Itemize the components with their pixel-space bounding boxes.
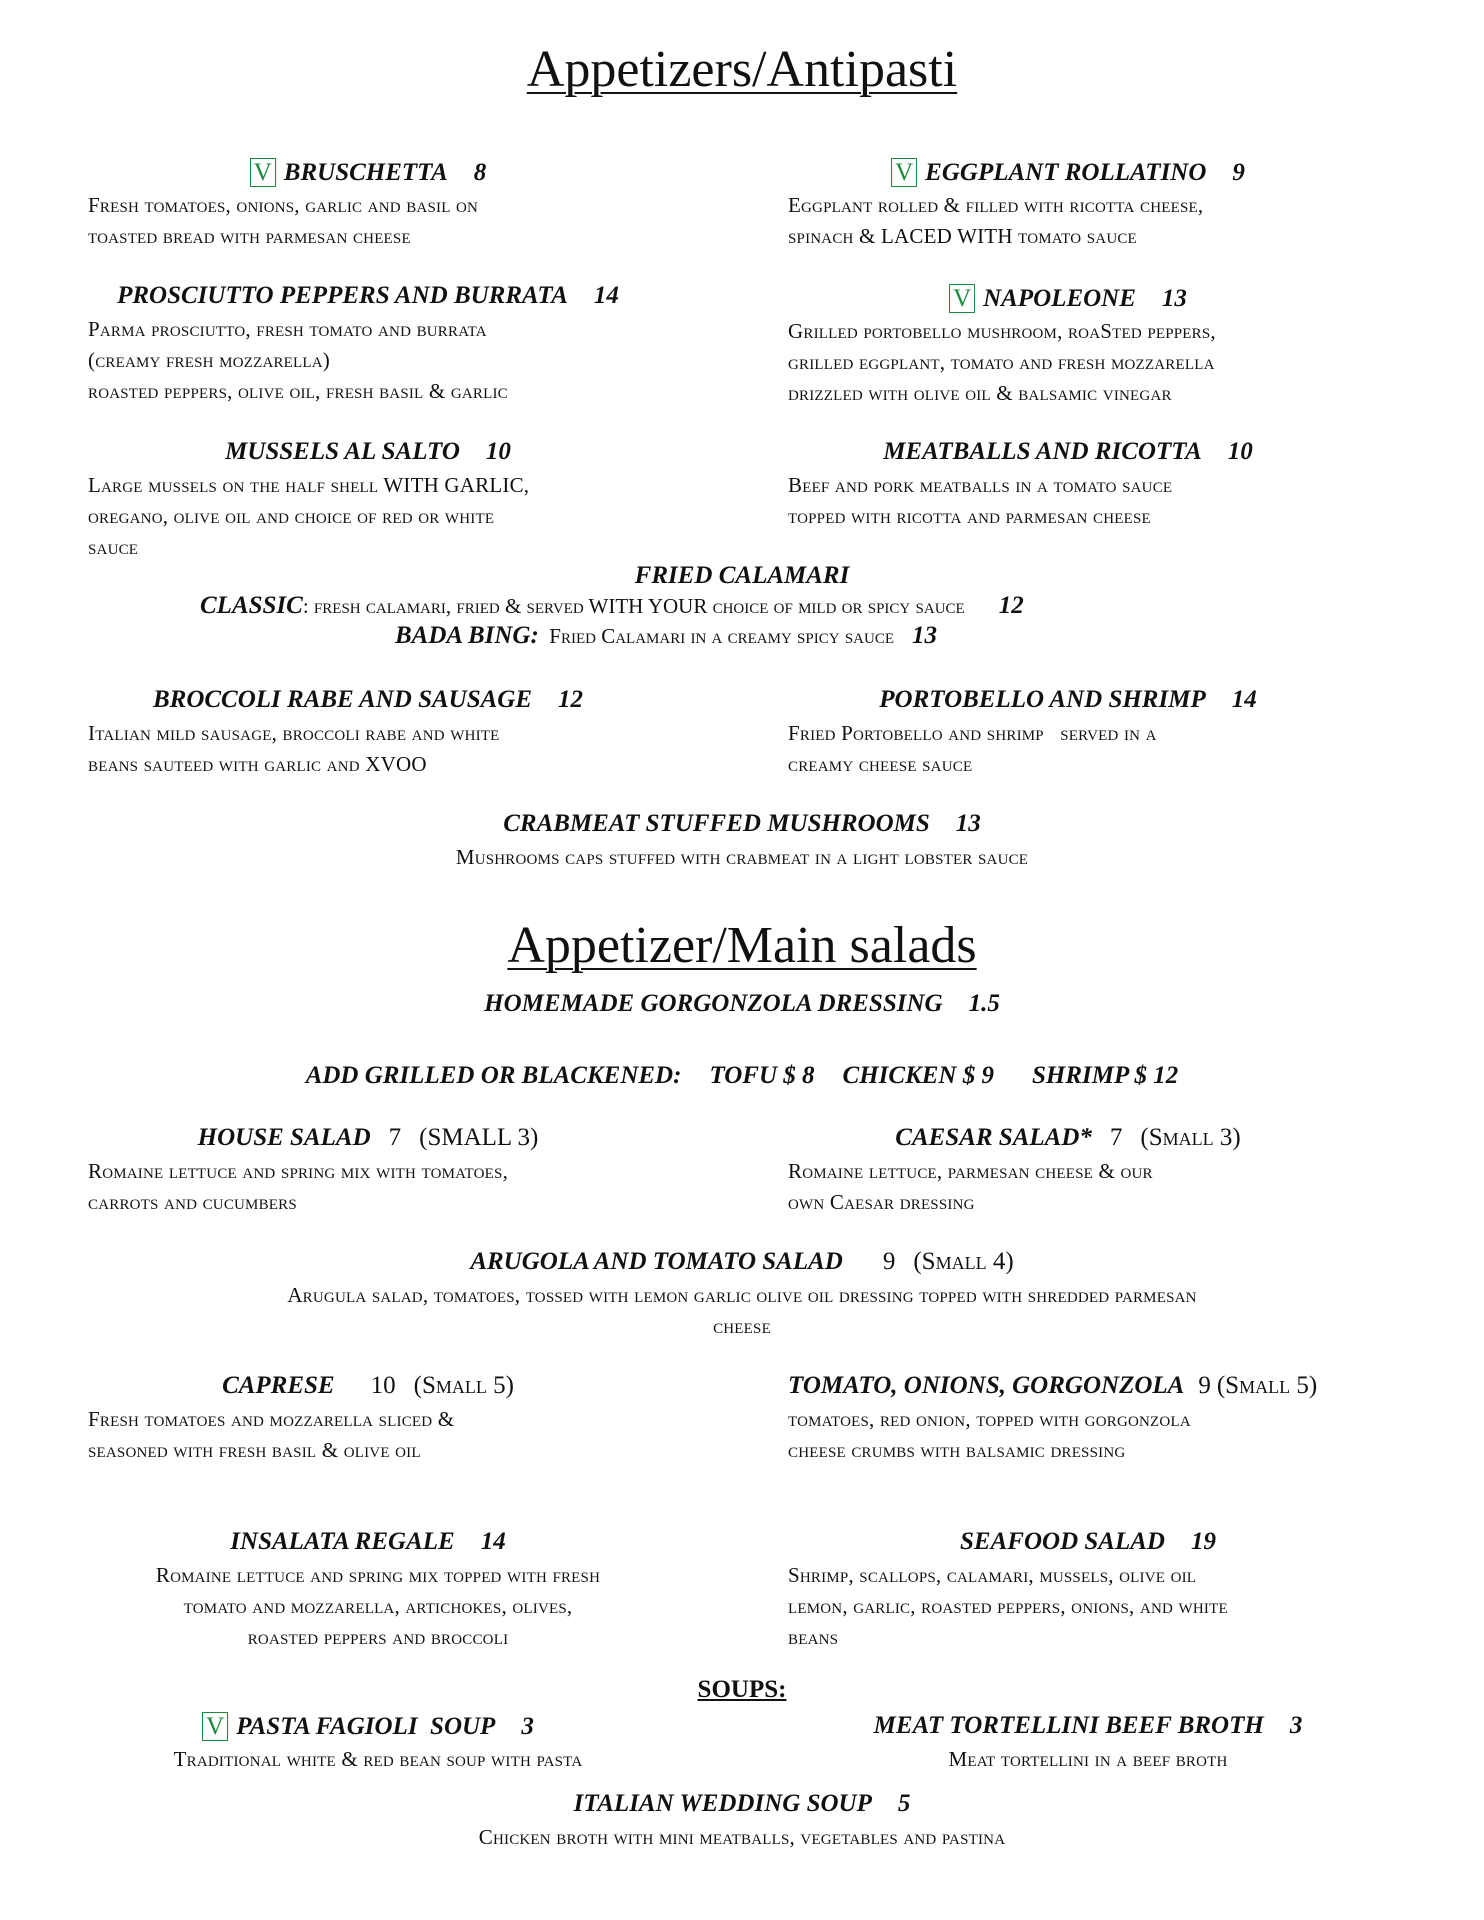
desc-line: spinach & LACED WITH tomato sauce xyxy=(788,224,1137,248)
desc-line: oregano, olive oil and choice of red or white xyxy=(88,504,495,528)
item-name: CRABMEAT STUFFED MUSHROOMS xyxy=(503,810,930,837)
menu-item-eggplant-title xyxy=(788,158,1348,187)
menu-item-insalata-title xyxy=(88,1528,648,1556)
menu-item-bruschetta-desc xyxy=(88,190,688,252)
menu-item-fagioli-title xyxy=(88,1712,648,1741)
item-name: PROSCIUTTO PEPPERS AND BURRATA xyxy=(117,282,568,309)
item-name: NAPOLEONE xyxy=(983,285,1136,312)
desc-line: Fried Portobello and shrimp served in a xyxy=(788,721,1157,745)
desc-line: drizzled with olive oil & balsamic vinegar xyxy=(788,381,1172,405)
vegetarian-icon: V xyxy=(202,1712,228,1741)
desc-line: (creamy fresh mozzarella) xyxy=(88,348,330,372)
soups-title: SOUPS: xyxy=(697,1676,787,1703)
appetizers-title: Appetizers/Antipasti xyxy=(526,41,958,98)
desc-line: Beef and pork meatballs in a tomato sauce xyxy=(788,473,1173,497)
item-price: 19 xyxy=(1190,1528,1216,1555)
menu-item-meatballs-desc xyxy=(788,470,1408,532)
desc-line: Mushrooms caps stuffed with crabmeat in a light lobster sauce xyxy=(455,845,1029,869)
menu-item-wedding-title xyxy=(0,1790,1484,1818)
vegetarian-icon: V xyxy=(250,158,276,187)
item-name: CAPRESE xyxy=(222,1372,335,1399)
menu-item-arugola-desc xyxy=(60,1280,1424,1342)
item-price: 9 xyxy=(1232,159,1245,186)
item-name: INSALATA REGALE xyxy=(230,1528,455,1555)
menu-item-tortellini-title xyxy=(788,1712,1388,1740)
item-price: 13 xyxy=(955,810,981,837)
desc-line: Arugula salad, tomatoes, tossed with lemon garlic olive oil dressing topped with shredded parmesan xyxy=(287,1283,1197,1307)
menu-item-bruschetta-title xyxy=(88,158,648,187)
calamari-classic-line xyxy=(200,592,1024,620)
desc-line: Romaine lettuce and spring mix topped with fresh xyxy=(155,1563,601,1587)
item-price: 3 xyxy=(1289,1712,1303,1739)
item-name: PASTA FAGIOLI SOUP xyxy=(236,1713,496,1740)
menu-item-eggplant-desc xyxy=(788,190,1408,252)
desc-line: Romaine lettuce and spring mix with tomatoes, xyxy=(88,1159,509,1183)
desc-line: sauce xyxy=(88,535,139,559)
menu-item-caesar-title xyxy=(788,1124,1348,1152)
vegetarian-icon: V xyxy=(891,158,917,187)
calamari-bada-label: BADA BING: xyxy=(395,622,539,649)
desc-line: Fresh tomatoes and mozzarella sliced & xyxy=(88,1407,455,1431)
desc-line: Chicken broth with mini meatballs, vegetables and pastina xyxy=(478,1825,1006,1849)
add-label: ADD GRILLED OR BLACKENED: xyxy=(305,1062,682,1089)
dressing-price: 1.5 xyxy=(968,990,1000,1017)
menu-item-seafood-desc xyxy=(788,1560,1428,1653)
item-name: HOUSE SALAD xyxy=(197,1124,371,1151)
desc-line: topped with ricotta and parmesan cheese xyxy=(788,504,1151,528)
item-small: (SMALL 3) xyxy=(419,1124,539,1151)
menu-item-crabmeat-title xyxy=(0,810,1484,838)
menu-item-crabmeat-desc xyxy=(0,842,1484,873)
menu-item-tomato-onions-desc xyxy=(788,1404,1408,1466)
item-name: CAESAR SALAD* xyxy=(895,1124,1092,1151)
menu-item-calamari-title: FRIED CALAMARI xyxy=(634,562,850,589)
desc-line: beans sauteed with garlic and XVOO xyxy=(88,752,427,776)
item-price: 10 xyxy=(370,1372,396,1399)
menu-item-broccoli-desc xyxy=(88,718,688,780)
calamari-classic-price: 12 xyxy=(998,592,1024,619)
menu-item-napoleone-desc xyxy=(788,316,1428,409)
item-price: 13 xyxy=(1161,285,1187,312)
desc-line: own Caesar dressing xyxy=(788,1190,975,1214)
salads-title: Appetizer/Main salads xyxy=(507,917,977,974)
item-price: 9 xyxy=(1198,1372,1211,1399)
menu-item-mussels-title xyxy=(88,438,648,466)
item-name: ITALIAN WEDDING SOUP xyxy=(573,1790,872,1817)
add-chicken: CHICKEN $ 9 xyxy=(842,1062,994,1089)
item-small: (Small 5) xyxy=(413,1372,514,1399)
menu-item-prosciutto-title xyxy=(88,282,648,310)
menu-item-tortellini-desc xyxy=(788,1744,1388,1775)
menu-item-house-desc xyxy=(88,1156,688,1218)
menu-item-mussels-desc xyxy=(88,470,688,563)
item-name: TOMATO, ONIONS, GORGONZOLA xyxy=(788,1372,1185,1399)
desc-line: tomatoes, red onion, topped with gorgonzola xyxy=(788,1407,1191,1431)
menu-item-house-title xyxy=(88,1124,648,1152)
item-name: SEAFOOD SALAD xyxy=(960,1528,1165,1555)
desc-line: Romaine lettuce, parmesan cheese & our xyxy=(788,1159,1153,1183)
desc-line: Traditional white & red bean soup with pasta xyxy=(173,1747,583,1771)
desc-line: roasted peppers and broccoli xyxy=(247,1625,509,1649)
dressing-line xyxy=(0,990,1484,1018)
desc-line: Italian mild sausage, broccoli rabe and white xyxy=(88,721,500,745)
desc-line: Parma prosciutto, fresh tomato and burrata xyxy=(88,317,487,341)
desc-line: grilled eggplant, tomato and fresh mozzarella xyxy=(788,350,1215,374)
item-name: MUSSELS AL SALTO xyxy=(225,438,460,465)
item-price: 5 xyxy=(897,1790,911,1817)
add-tofu: TOFU $ 8 xyxy=(709,1062,815,1089)
menu-item-meatballs-title xyxy=(788,438,1348,466)
calamari-bada-price: 13 xyxy=(912,622,938,649)
menu-item-portobello-desc xyxy=(788,718,1408,780)
desc-line: roasted peppers, olive oil, fresh basil & garlic xyxy=(88,379,508,403)
item-name: MEAT TORTELLINI BEEF BROTH xyxy=(873,1712,1264,1739)
item-price: 10 xyxy=(1227,438,1253,465)
calamari-bada-line xyxy=(395,622,937,650)
item-price: 8 xyxy=(473,159,487,186)
menu-item-caprese-desc xyxy=(88,1404,688,1466)
desc-line: Large mussels on the half shell WITH GARLIC, xyxy=(88,473,530,497)
desc-line: cheese crumbs with balsamic dressing xyxy=(788,1438,1126,1462)
calamari-bada-text: Fried Calamari in a creamy spicy sauce xyxy=(549,624,895,648)
item-small: (Small 5) xyxy=(1216,1372,1318,1399)
item-price: 14 xyxy=(480,1528,506,1555)
calamari-classic-text: : fresh calamari, fried & served WITH YOUR choice of mild or spicy sauce xyxy=(302,594,965,618)
add-shrimp: SHRIMP $ 12 xyxy=(1031,1062,1179,1089)
item-small: (Small 4) xyxy=(913,1248,1014,1275)
item-price: 7 xyxy=(388,1124,402,1151)
item-name: BROCCOLI RABE AND SAUSAGE xyxy=(152,686,533,713)
desc-line: creamy cheese sauce xyxy=(788,752,973,776)
vegetarian-icon: V xyxy=(949,284,975,313)
desc-line: beans xyxy=(788,1625,839,1649)
dressing-name: HOMEMADE GORGONZOLA DRESSING xyxy=(484,990,943,1017)
item-name: EGGPLANT ROLLATINO xyxy=(925,159,1207,186)
menu-item-caesar-desc xyxy=(788,1156,1408,1218)
menu-item-portobello-title xyxy=(788,686,1348,714)
desc-line: cheese xyxy=(713,1314,771,1338)
item-name: BRUSCHETTA xyxy=(283,159,448,186)
menu-item-prosciutto-desc xyxy=(88,314,688,407)
item-name: MEATBALLS AND RICOTTA xyxy=(883,438,1202,465)
item-price: 3 xyxy=(521,1713,534,1740)
menu-item-fagioli-desc xyxy=(68,1744,688,1775)
menu-item-napoleone-title xyxy=(788,284,1348,313)
menu-item-wedding-desc xyxy=(0,1822,1484,1853)
menu-item-broccoli-title xyxy=(88,686,648,714)
add-protein-line xyxy=(0,1062,1484,1090)
item-price: 7 xyxy=(1109,1124,1123,1151)
desc-line: Meat tortellini in a beef broth xyxy=(948,1747,1228,1771)
item-small: (Small 3) xyxy=(1140,1124,1241,1151)
item-price: 12 xyxy=(558,686,584,713)
calamari-classic-label: CLASSIC xyxy=(200,592,303,619)
item-price: 10 xyxy=(485,438,511,465)
desc-line: tomato and mozzarella, artichokes, olives, xyxy=(183,1594,573,1618)
menu-item-seafood-title xyxy=(788,1528,1388,1556)
item-name: ARUGOLA AND TOMATO SALAD xyxy=(470,1248,843,1275)
desc-line: Eggplant rolled & filled with ricotta cheese, xyxy=(788,193,1204,217)
item-price: 9 xyxy=(882,1248,896,1275)
item-price: 14 xyxy=(593,282,619,309)
desc-line: Grilled portobello mushroom, roaSted peppers, xyxy=(788,319,1216,343)
item-price: 14 xyxy=(1231,686,1257,713)
item-name: PORTOBELLO AND SHRIMP xyxy=(879,686,1206,713)
menu-item-caprese-title xyxy=(88,1372,648,1400)
desc-line: carrots and cucumbers xyxy=(88,1190,297,1214)
desc-line: Shrimp, scallops, calamari, mussels, olive oil xyxy=(788,1563,1197,1587)
menu-item-insalata-desc xyxy=(48,1560,708,1653)
desc-line: seasoned with fresh basil & olive oil xyxy=(88,1438,421,1462)
menu-item-tomato-onions-title xyxy=(788,1372,1317,1400)
desc-line: toasted bread with parmesan cheese xyxy=(88,224,411,248)
desc-line: Fresh tomatoes, onions, garlic and basil on xyxy=(88,193,479,217)
desc-line: lemon, garlic, roasted peppers, onions, and white xyxy=(788,1594,1228,1618)
menu-item-arugola-title xyxy=(0,1248,1484,1276)
